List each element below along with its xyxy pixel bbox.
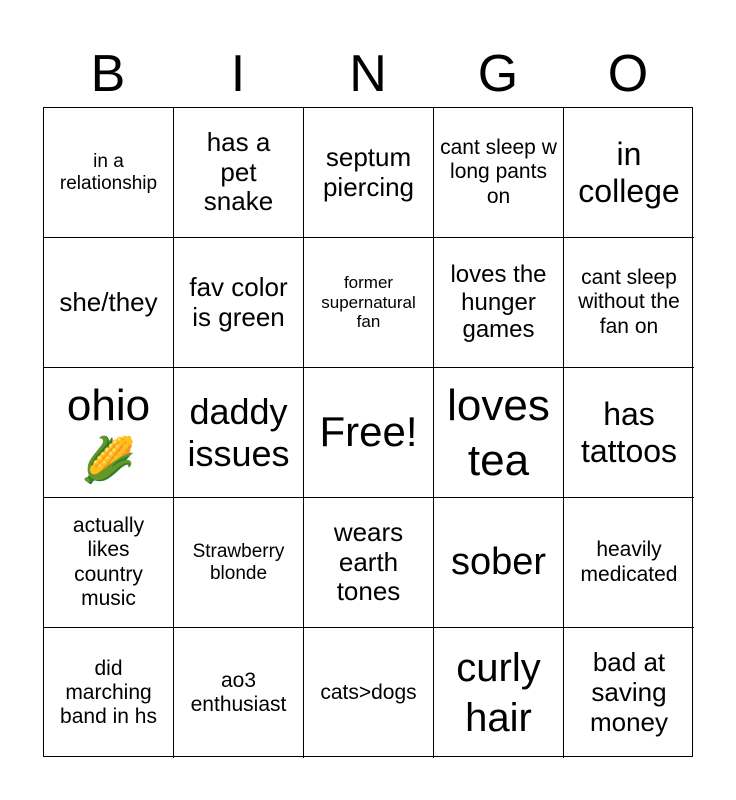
bingo-cell[interactable] — [174, 238, 304, 368]
bingo-cell[interactable] — [44, 368, 174, 498]
cell-text: cant sleep without the fan on — [578, 266, 680, 338]
bingo-cell[interactable] — [564, 498, 694, 628]
bingo-cell[interactable] — [564, 238, 694, 368]
bingo-board — [43, 107, 693, 757]
cell-text: ao3 enthusiast — [190, 668, 287, 716]
cell-text: septum piercing — [322, 141, 415, 202]
bingo-cell[interactable] — [44, 498, 174, 628]
cell-text: former supernatural fan — [321, 273, 416, 332]
bingo-cell[interactable] — [44, 108, 174, 238]
bingo-cell[interactable] — [304, 108, 434, 238]
cell-text: ohio 🌽 — [66, 380, 151, 485]
cell-text: heavily medicated — [580, 538, 678, 586]
header-letter-o: O — [607, 45, 649, 103]
bingo-cell[interactable] — [44, 628, 174, 758]
bingo-cell[interactable] — [304, 498, 434, 628]
cell-text: she/they — [59, 286, 158, 317]
bingo-header — [43, 40, 693, 108]
bingo-cell[interactable] — [304, 238, 434, 368]
bingo-cell[interactable] — [174, 108, 304, 238]
header-letter-g: G — [477, 45, 519, 103]
cell-text: in college — [578, 135, 680, 209]
cell-text: sober — [450, 540, 547, 583]
bingo-cell[interactable] — [174, 498, 304, 628]
cell-text: loves the hunger games — [450, 261, 547, 344]
cell-text: Strawberry blonde — [192, 540, 285, 584]
cell-text: in a relationship — [59, 150, 158, 194]
cell-text: bad at saving money — [589, 647, 669, 737]
header-letter-i: I — [230, 45, 246, 103]
bingo-cell[interactable] — [564, 368, 694, 498]
bingo-cell[interactable] — [304, 628, 434, 758]
cell-text: wears earth tones — [333, 516, 404, 607]
bingo-cell[interactable] — [434, 628, 564, 758]
bingo-cell[interactable] — [44, 238, 174, 368]
cell-text: cant sleep w long pants on — [440, 136, 557, 208]
free-space-label: Free! — [319, 408, 418, 456]
header-letter-b: B — [90, 45, 126, 103]
bingo-cell[interactable] — [434, 238, 564, 368]
cell-text: did marching band in hs — [60, 656, 157, 729]
cell-text: loves tea — [447, 380, 550, 485]
bingo-cell[interactable] — [174, 628, 304, 758]
bingo-cell[interactable] — [564, 108, 694, 238]
bingo-cell[interactable] — [564, 628, 694, 758]
bingo-cell[interactable] — [434, 368, 564, 498]
bingo-cell[interactable] — [304, 368, 434, 498]
cell-text: curly hair — [456, 646, 541, 740]
cell-text: has tattoos — [580, 395, 678, 469]
cell-text: has a pet snake — [203, 126, 274, 217]
cell-text: fav color is green — [189, 271, 288, 332]
header-letter-n: N — [349, 45, 387, 103]
cell-text: daddy issues — [187, 391, 290, 474]
bingo-cell[interactable] — [174, 368, 304, 498]
bingo-cell[interactable] — [434, 108, 564, 238]
cell-text: cats>dogs — [320, 680, 417, 704]
bingo-cell[interactable] — [434, 498, 564, 628]
cell-text: actually likes country music — [72, 514, 145, 610]
